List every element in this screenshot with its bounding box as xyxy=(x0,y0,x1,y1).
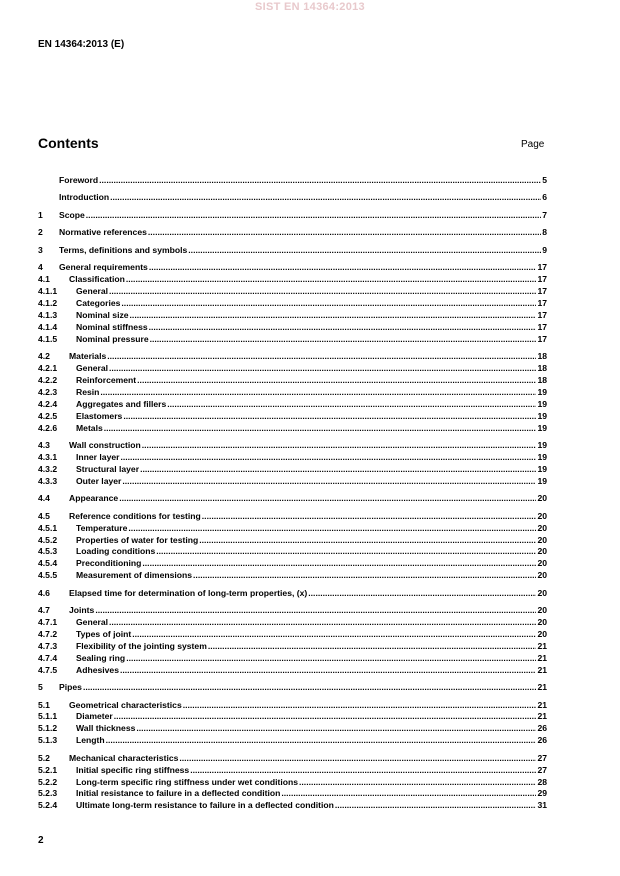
toc-entry-title: Foreword xyxy=(59,175,99,185)
toc-entry-title: Ultimate long-term resistance to failure in a deflected condition xyxy=(76,800,334,811)
toc-entry-page: 20 xyxy=(537,546,547,557)
toc-entry-number: 4.1 xyxy=(38,274,50,285)
toc-entry[interactable] xyxy=(38,558,547,570)
toc-entry-page: 19 xyxy=(537,475,547,486)
toc-leader-dots xyxy=(109,363,536,375)
toc-entry-number: 5.2.3 xyxy=(38,788,58,799)
toc-leader-dots xyxy=(150,334,537,346)
toc-entry-title: Wall thickness xyxy=(76,723,136,734)
toc-entry[interactable] xyxy=(38,363,547,375)
toc-entry-number: 4 xyxy=(38,262,43,273)
toc-entry-title: Normative references xyxy=(59,227,147,238)
toc-leader-dots xyxy=(148,227,541,239)
toc-entry-number: 3 xyxy=(38,244,43,255)
toc-entry-title: Types of joint xyxy=(76,628,132,639)
toc-entry-number: 4.5.1 xyxy=(38,522,58,533)
toc-entry-title: General xyxy=(76,617,109,628)
toc-entry-title: Elapsed time for determination of long-term properties, (x) xyxy=(69,587,308,598)
toc-leader-dots xyxy=(109,617,536,629)
toc-entry-number: 4.6 xyxy=(38,587,50,598)
toc-leader-dots xyxy=(179,753,536,765)
toc-leader-dots xyxy=(208,641,537,653)
toc-entry-title: Materials xyxy=(69,351,107,362)
toc-entry-title: Pipes xyxy=(59,682,82,693)
toc-leader-dots xyxy=(188,245,541,257)
toc-entry-page: 27 xyxy=(537,752,547,763)
toc-entry-title: Categories xyxy=(76,298,121,309)
toc-entry-number: 4.2.1 xyxy=(38,363,58,374)
toc-entry-page: 17 xyxy=(537,309,547,320)
toc-entry-page: 20 xyxy=(537,605,547,616)
toc-entry-title: Scope xyxy=(59,209,85,220)
toc-entry-number: 5.1.2 xyxy=(38,723,58,734)
toc-entry-title: Reinforcement xyxy=(76,375,137,386)
toc-leader-dots xyxy=(281,788,536,800)
toc-entry[interactable] xyxy=(38,735,547,747)
toc-entry[interactable] xyxy=(38,440,547,452)
toc-entry-number: 4.3 xyxy=(38,440,50,451)
toc-leader-dots xyxy=(120,452,536,464)
toc-entry-page: 20 xyxy=(537,558,547,569)
toc-entry[interactable] xyxy=(38,641,547,653)
toc-leader-dots xyxy=(136,723,536,735)
toc-entry-number: 5 xyxy=(38,682,43,693)
toc-entry-page: 21 xyxy=(537,711,547,722)
toc-leader-dots xyxy=(99,175,541,187)
toc-entry-number: 5.2 xyxy=(38,752,50,763)
toc-entry-title: Structural layer xyxy=(76,463,140,474)
toc-entry-title: Properties of water for testing xyxy=(76,534,199,545)
toc-entry-page: 21 xyxy=(537,664,547,675)
toc-entry[interactable] xyxy=(38,682,547,694)
toc-entry[interactable] xyxy=(38,765,547,777)
toc-entry-title: Geometrical characteristics xyxy=(69,699,182,710)
toc-entry-number: 5.2.1 xyxy=(38,764,58,775)
toc-entry-title: Aggregates and fillers xyxy=(76,398,167,409)
toc-entry[interactable] xyxy=(38,800,547,812)
toc-entry-number: 4.7.4 xyxy=(38,652,58,663)
toc-entry-page: 20 xyxy=(537,522,547,533)
toc-entry-page: 17 xyxy=(537,298,547,309)
toc-entry-page: 9 xyxy=(542,244,547,255)
toc-leader-dots xyxy=(104,423,537,435)
toc-entry[interactable] xyxy=(38,511,547,523)
toc-entry[interactable] xyxy=(38,711,547,723)
toc-entry[interactable] xyxy=(38,310,547,322)
toc-entry-number: 5.1 xyxy=(38,699,50,710)
toc-entry[interactable] xyxy=(38,665,547,677)
toc-entry-title: General xyxy=(76,286,109,297)
toc-entry[interactable] xyxy=(38,375,547,387)
toc-entry-title: Introduction xyxy=(59,192,110,203)
toc-entry[interactable] xyxy=(38,227,547,239)
toc-leader-dots xyxy=(126,653,536,665)
toc-leader-dots xyxy=(149,262,537,274)
toc-entry-page: 19 xyxy=(537,440,547,451)
toc-entry-title: Elastomers xyxy=(76,410,123,421)
toc-entry-page: 17 xyxy=(537,333,547,344)
toc-entry[interactable] xyxy=(38,423,547,435)
toc-entry-page: 5 xyxy=(542,175,547,185)
toc-leader-dots xyxy=(121,298,536,310)
toc-entry[interactable] xyxy=(38,788,547,800)
toc-entry[interactable] xyxy=(38,274,547,286)
toc-entry-title: General xyxy=(76,363,109,374)
toc-entry-title: Measurement of dimensions xyxy=(76,570,193,581)
toc-leader-dots xyxy=(335,800,537,812)
toc-entry-title: Wall construction xyxy=(69,440,141,451)
toc-leader-dots xyxy=(308,588,536,600)
toc-entry-number: 4.2 xyxy=(38,351,50,362)
toc-entry[interactable] xyxy=(38,476,547,488)
toc-entry-title: Sealing ring xyxy=(76,652,126,663)
toc-leader-dots xyxy=(190,765,536,777)
toc-entry[interactable] xyxy=(38,629,547,641)
toc-entry[interactable] xyxy=(38,175,547,187)
toc-entry-page: 20 xyxy=(537,534,547,545)
toc-entry-page: 18 xyxy=(537,363,547,374)
toc-entry-page: 20 xyxy=(537,617,547,628)
toc-leader-dots xyxy=(202,511,537,523)
toc-entry-number: 2 xyxy=(38,227,43,238)
toc-entry-number: 4.2.6 xyxy=(38,422,58,433)
toc-entry[interactable] xyxy=(38,334,547,346)
toc-entry-title: Mechanical characteristics xyxy=(69,752,179,763)
toc-entry-number: 5.2.4 xyxy=(38,800,58,811)
toc-entry[interactable] xyxy=(38,617,547,629)
toc-entry-number: 4.5 xyxy=(38,510,50,521)
toc-entry[interactable] xyxy=(38,245,547,257)
toc-entry-number: 1 xyxy=(38,209,43,220)
toc-entry-number: 4.7 xyxy=(38,605,50,616)
toc-entry[interactable] xyxy=(38,210,547,222)
toc-entry-page: 27 xyxy=(537,764,547,775)
toc-leader-dots xyxy=(149,322,537,334)
toc-entry-title: Reference conditions for testing xyxy=(69,510,201,521)
toc-leader-dots xyxy=(106,735,537,747)
toc-entry[interactable] xyxy=(38,777,547,789)
toc-entry-title: Initial resistance to failure in a deflected condition xyxy=(76,788,281,799)
toc-entry[interactable] xyxy=(38,588,547,600)
toc-entry-number: 4.3.1 xyxy=(38,451,58,462)
toc-entry-number: 5.2.2 xyxy=(38,776,58,787)
toc-entry-page: 19 xyxy=(537,386,547,397)
toc-leader-dots xyxy=(140,464,536,476)
toc-entry-title: Preconditioning xyxy=(76,558,142,569)
toc-entry-page: 26 xyxy=(537,723,547,734)
toc-entry[interactable] xyxy=(38,298,547,310)
toc-leader-dots xyxy=(156,546,536,558)
page-number: 2 xyxy=(38,835,44,846)
toc-entry-title: Long-term specific ring stiffness under wet conditions xyxy=(76,776,299,787)
toc-entry-number: 4.1.2 xyxy=(38,298,58,309)
toc-entry[interactable] xyxy=(38,753,547,765)
toc-entry[interactable] xyxy=(38,411,547,423)
toc-entry-number: 5.1.1 xyxy=(38,711,58,722)
toc-entry-page: 18 xyxy=(537,351,547,362)
toc-leader-dots xyxy=(130,310,537,322)
toc-entry-number: 5.1.3 xyxy=(38,735,58,746)
toc-entry-title: Flexibility of the jointing system xyxy=(76,640,207,651)
toc-entry-page: 19 xyxy=(537,398,547,409)
toc-leader-dots xyxy=(137,375,536,387)
toc-entry-title: Temperature xyxy=(76,522,128,533)
toc-leader-dots xyxy=(183,700,537,712)
toc-entry[interactable] xyxy=(38,351,547,363)
toc-leader-dots xyxy=(114,711,537,723)
toc-entry-page: 21 xyxy=(537,640,547,651)
toc-entry-page: 6 xyxy=(542,192,547,203)
toc-entry-number: 4.7.5 xyxy=(38,664,58,675)
toc-leader-dots xyxy=(123,411,536,423)
toc-entry-title: Classification xyxy=(69,274,125,285)
toc-leader-dots xyxy=(128,523,536,535)
toc-entry[interactable] xyxy=(38,399,547,411)
toc-leader-dots xyxy=(122,476,536,488)
toc-entry[interactable] xyxy=(38,286,547,298)
toc-entry-number: 4.3.3 xyxy=(38,475,58,486)
toc-entry-page: 21 xyxy=(537,682,547,693)
toc-entry-number: 4.2.4 xyxy=(38,398,58,409)
toc-entry-title: Outer layer xyxy=(76,475,122,486)
toc-entry-page: 20 xyxy=(537,510,547,521)
toc-entry-page: 20 xyxy=(537,587,547,598)
toc-leader-dots xyxy=(193,570,536,582)
toc-entry-page: 19 xyxy=(537,451,547,462)
toc-entry-title: Joints xyxy=(69,605,95,616)
toc-entry-title: Nominal size xyxy=(76,309,129,320)
toc-entry[interactable] xyxy=(38,262,547,274)
toc-entry-page: 31 xyxy=(537,800,547,811)
toc-entry-number: 4.2.3 xyxy=(38,386,58,397)
toc-entry-page: 17 xyxy=(537,262,547,273)
toc-entry-number: 4.2.5 xyxy=(38,410,58,421)
toc-entry[interactable] xyxy=(38,700,547,712)
toc-leader-dots xyxy=(95,605,536,617)
table-of-contents xyxy=(38,175,547,812)
toc-entry[interactable] xyxy=(38,464,547,476)
page-column-label: Page xyxy=(521,139,545,150)
toc-entry-page: 8 xyxy=(542,227,547,238)
toc-entry-page: 20 xyxy=(537,493,547,504)
toc-entry[interactable] xyxy=(38,535,547,547)
toc-entry-number: 4.7.1 xyxy=(38,617,58,628)
toc-entry-title: Appearance xyxy=(69,493,119,504)
toc-entry[interactable] xyxy=(38,192,547,204)
toc-entry-number: 4.7.2 xyxy=(38,628,58,639)
toc-entry-number: 4.5.5 xyxy=(38,570,58,581)
toc-leader-dots xyxy=(107,351,536,363)
toc-entry[interactable] xyxy=(38,546,547,558)
toc-entry-page: 29 xyxy=(537,788,547,799)
toc-entry-page: 19 xyxy=(537,410,547,421)
toc-entry-title: Metals xyxy=(76,422,103,433)
toc-leader-dots xyxy=(83,682,537,694)
toc-entry-number: 4.1.3 xyxy=(38,309,58,320)
toc-entry-page: 17 xyxy=(537,321,547,332)
toc-entry[interactable] xyxy=(38,452,547,464)
toc-leader-dots xyxy=(109,286,536,298)
toc-leader-dots xyxy=(119,493,536,505)
toc-entry-page: 20 xyxy=(537,628,547,639)
toc-entry-title: Loading conditions xyxy=(76,546,156,557)
contents-heading: Contents xyxy=(38,135,99,151)
toc-leader-dots xyxy=(110,192,541,204)
toc-entry-number: 4.2.2 xyxy=(38,375,58,386)
toc-entry[interactable] xyxy=(38,605,547,617)
toc-entry-title: Terms, definitions and symbols xyxy=(59,244,188,255)
toc-entry[interactable] xyxy=(38,570,547,582)
toc-entry-page: 21 xyxy=(537,652,547,663)
toc-leader-dots xyxy=(167,399,536,411)
toc-entry-number: 4.4 xyxy=(38,493,50,504)
toc-entry-number: 4.3.2 xyxy=(38,463,58,474)
toc-entry[interactable] xyxy=(38,723,547,735)
toc-leader-dots xyxy=(86,210,541,222)
toc-entry-page: 21 xyxy=(537,699,547,710)
toc-entry-title: Diameter xyxy=(76,711,113,722)
toc-leader-dots xyxy=(199,535,536,547)
toc-entry-number: 4.1.4 xyxy=(38,321,58,332)
toc-leader-dots xyxy=(299,777,536,789)
toc-entry-title: Nominal pressure xyxy=(76,333,149,344)
toc-entry-title: Adhesives xyxy=(76,664,119,675)
toc-entry-page: 17 xyxy=(537,286,547,297)
toc-entry-page: 28 xyxy=(537,776,547,787)
toc-entry-title: Nominal stiffness xyxy=(76,321,148,332)
toc-entry-page: 17 xyxy=(537,274,547,285)
toc-entry-title: Length xyxy=(76,735,105,746)
document-id: EN 14364:2013 (E) xyxy=(38,39,125,50)
toc-entry-title: Resin xyxy=(76,386,100,397)
toc-leader-dots xyxy=(100,387,536,399)
toc-entry[interactable] xyxy=(38,322,547,334)
toc-entry-page: 20 xyxy=(537,570,547,581)
toc-entry-title: General requirements xyxy=(59,262,148,273)
toc-entry-number: 4.1.1 xyxy=(38,286,58,297)
toc-entry-number: 4.5.4 xyxy=(38,558,58,569)
toc-entry-number: 4.7.3 xyxy=(38,640,58,651)
toc-entry-page: 26 xyxy=(537,735,547,746)
toc-entry-page: 18 xyxy=(537,375,547,386)
toc-entry-number: 4.5.3 xyxy=(38,546,58,557)
toc-entry-title: Initial specific ring stiffness xyxy=(76,764,190,775)
toc-leader-dots xyxy=(126,274,537,286)
toc-entry-page: 19 xyxy=(537,422,547,433)
toc-entry[interactable] xyxy=(38,387,547,399)
toc-leader-dots xyxy=(120,665,536,677)
toc-entry-number: 4.1.5 xyxy=(38,333,58,344)
toc-entry-page: 7 xyxy=(542,209,547,220)
toc-entry[interactable] xyxy=(38,493,547,505)
toc-entry-page: 19 xyxy=(537,463,547,474)
toc-leader-dots xyxy=(142,440,537,452)
toc-entry-title: Inner layer xyxy=(76,451,120,462)
toc-entry[interactable] xyxy=(38,523,547,535)
toc-entry-number: 4.5.2 xyxy=(38,534,58,545)
toc-leader-dots xyxy=(132,629,536,641)
toc-entry[interactable] xyxy=(38,653,547,665)
toc-leader-dots xyxy=(142,558,536,570)
watermark: SIST EN 14364:2013 xyxy=(255,1,365,13)
